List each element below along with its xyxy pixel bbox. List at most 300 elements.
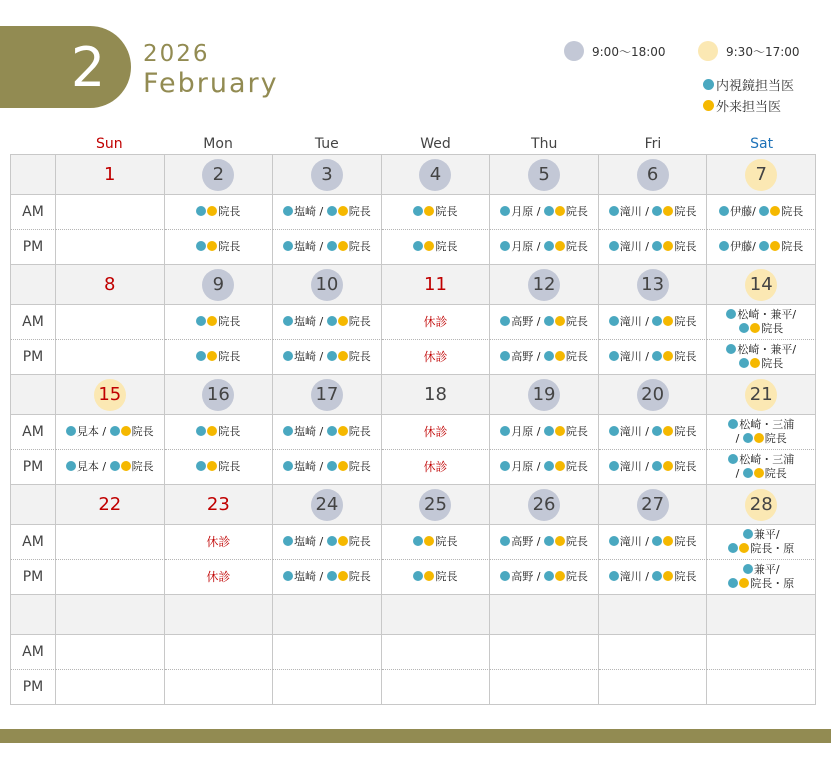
month-tab [0, 26, 131, 108]
endoscopy-dot-icon [327, 241, 337, 251]
pm-row [11, 230, 816, 265]
endoscopy-dot-icon [652, 351, 662, 361]
pm-row [11, 340, 816, 375]
outpatient-dot-icon [338, 461, 348, 471]
endoscopy-dot-icon [413, 241, 423, 251]
date-cell [56, 155, 165, 195]
day-number: 9 [202, 269, 234, 301]
pm-cell [165, 450, 274, 485]
outpatient-dot-icon [663, 536, 673, 546]
endoscopy-dot-icon [743, 529, 753, 539]
am-cell [165, 415, 274, 450]
day-number: 20 [637, 379, 669, 411]
outpatient-dot-icon [663, 571, 673, 581]
outpatient-dot-icon [207, 426, 217, 436]
endoscopy-dot-icon [544, 536, 554, 546]
endoscopy-dot-icon [609, 426, 619, 436]
date-cell [165, 265, 274, 305]
doctor-schedule: 滝川 / 院長 [609, 460, 697, 474]
endoscopy-dot-icon [609, 571, 619, 581]
endoscopy-dot-icon [327, 206, 337, 216]
endoscopy-dot-icon [609, 241, 619, 251]
pm-cell [273, 670, 382, 705]
endoscopy-dot-icon [500, 206, 510, 216]
day-number: 14 [745, 269, 777, 301]
endoscopy-dot-icon [66, 461, 76, 471]
doctor-schedule: 高野 / 院長 [500, 315, 588, 329]
outpatient-dot-icon [770, 206, 780, 216]
doctor-schedule: 高野 / 院長 [500, 570, 588, 584]
outpatient-dot-icon [207, 461, 217, 471]
pm-cell [273, 230, 382, 265]
doctor-schedule: 松崎・兼平/ 院長 [726, 308, 796, 336]
weekday-tue: Tue [314, 136, 339, 152]
weekday-thu: Thu [531, 136, 558, 152]
day-number: 17 [311, 379, 343, 411]
pm-cell [165, 230, 274, 265]
endoscopy-dot-icon [283, 241, 293, 251]
am-cell [599, 635, 708, 670]
doctor-schedule: 滝川 / 院長 [609, 315, 697, 329]
outpatient-dot-icon [555, 461, 565, 471]
doctor-schedule: 院長 [196, 460, 240, 474]
outpatient-dot-icon [424, 206, 434, 216]
date-cell [382, 375, 491, 415]
endoscopy-dot-icon [283, 571, 293, 581]
month-name: February [143, 68, 279, 99]
am-cell [707, 635, 816, 670]
doctor-schedule: 月原 / 院長 [500, 460, 588, 474]
am-cell [490, 195, 599, 230]
am-cell [599, 195, 708, 230]
am-row [11, 415, 816, 450]
day-number: 8 [104, 274, 116, 295]
endoscopy-dot-icon [739, 358, 749, 368]
endoscopy-dot-icon [719, 206, 729, 216]
doctor-schedule: 院長 [413, 535, 457, 549]
pm-cell [382, 670, 491, 705]
legend-gray-hours [564, 41, 666, 61]
doctor-schedule: 滝川 / 院長 [609, 425, 697, 439]
blue-dot-icon [703, 79, 714, 90]
date-cell [490, 375, 599, 415]
doctor-schedule: 月原 / 院長 [500, 240, 588, 254]
date-row [11, 485, 816, 525]
endoscopy-dot-icon [544, 241, 554, 251]
outpatient-dot-icon [555, 426, 565, 436]
am-cell [56, 305, 165, 340]
endoscopy-dot-icon [652, 316, 662, 326]
am-cell [382, 415, 491, 450]
orange-dot-icon [703, 100, 714, 111]
endoscopy-dot-icon [544, 351, 554, 361]
am-row [11, 195, 816, 230]
date-row [11, 375, 816, 415]
date-cell [490, 155, 599, 195]
pm-cell [165, 670, 274, 705]
date-row [11, 155, 816, 195]
endoscopy-dot-icon [327, 536, 337, 546]
outpatient-dot-icon [663, 461, 673, 471]
pm-cell [599, 450, 708, 485]
outpatient-dot-icon [555, 316, 565, 326]
outpatient-dot-icon [207, 351, 217, 361]
date-cell [273, 375, 382, 415]
date-cell [707, 485, 816, 525]
endoscopy-dot-icon [759, 241, 769, 251]
pm-cell [273, 450, 382, 485]
endoscopy-dot-icon [759, 206, 769, 216]
day-number: 21 [745, 379, 777, 411]
closed-label: 休診 [423, 350, 448, 364]
endoscopy-dot-icon [196, 426, 206, 436]
am-cell [273, 415, 382, 450]
date-cell [707, 595, 816, 635]
endoscopy-dot-icon [728, 454, 738, 464]
weekday-sat: Sat [750, 136, 774, 152]
outpatient-dot-icon [663, 206, 673, 216]
am-cell [273, 635, 382, 670]
am-label: AM [11, 635, 56, 670]
endoscopy-dot-icon [283, 426, 293, 436]
day-number: 28 [745, 489, 777, 521]
day-number: 12 [528, 269, 560, 301]
closed-label: 休診 [423, 425, 448, 439]
endoscopy-dot-icon [500, 426, 510, 436]
endoscopy-dot-icon [609, 351, 619, 361]
endoscopy-dot-icon [327, 351, 337, 361]
am-cell [382, 305, 491, 340]
am-label: AM [11, 305, 56, 340]
endoscopy-dot-icon [609, 206, 619, 216]
endoscopy-dot-icon [283, 206, 293, 216]
am-cell [707, 305, 816, 340]
outpatient-dot-icon [555, 571, 565, 581]
endoscopy-dot-icon [327, 316, 337, 326]
am-cell [382, 525, 491, 560]
endoscopy-dot-icon [500, 241, 510, 251]
date-label-cell [11, 265, 56, 305]
outpatient-dot-icon [338, 571, 348, 581]
outpatient-dot-icon [555, 351, 565, 361]
endoscopy-dot-icon [739, 323, 749, 333]
pm-cell [56, 230, 165, 265]
outpatient-dot-icon [750, 323, 760, 333]
pm-cell [599, 230, 708, 265]
outpatient-dot-icon [338, 316, 348, 326]
endoscopy-dot-icon [719, 241, 729, 251]
am-cell [599, 525, 708, 560]
pm-cell [490, 340, 599, 375]
doctor-schedule: 滝川 / 院長 [609, 570, 697, 584]
weekday-mon: Mon [203, 136, 233, 152]
outpatient-dot-icon [555, 206, 565, 216]
endoscopy-dot-icon [283, 351, 293, 361]
doctor-schedule: 兼平/ 院長・原 [728, 528, 794, 556]
pm-row [11, 670, 816, 705]
date-cell [165, 155, 274, 195]
am-cell [165, 305, 274, 340]
outpatient-dot-icon [663, 426, 673, 436]
date-cell [165, 595, 274, 635]
am-row [11, 305, 816, 340]
doctor-schedule: 塩崎 / 院長 [283, 205, 371, 219]
weekday-wed: Wed [420, 136, 451, 152]
day-number: 15 [94, 379, 126, 411]
endoscopy-dot-icon [652, 536, 662, 546]
date-row [11, 595, 816, 635]
outpatient-dot-icon [754, 433, 764, 443]
date-label-cell [11, 375, 56, 415]
pm-cell [56, 340, 165, 375]
endoscopy-dot-icon [544, 206, 554, 216]
pm-cell [273, 560, 382, 595]
endoscopy-dot-icon [728, 578, 738, 588]
endoscopy-dot-icon [110, 461, 120, 471]
endoscopy-dot-icon [652, 426, 662, 436]
date-cell [273, 485, 382, 525]
date-cell [707, 265, 816, 305]
day-number: 26 [528, 489, 560, 521]
doctor-schedule: 院長 [196, 425, 240, 439]
endoscopy-dot-icon [413, 536, 423, 546]
pm-label: PM [11, 450, 56, 485]
endoscopy-dot-icon [327, 461, 337, 471]
date-cell [382, 595, 491, 635]
day-number: 7 [745, 159, 777, 191]
am-label: AM [11, 525, 56, 560]
doctor-schedule: 月原 / 院長 [500, 205, 588, 219]
pm-cell [707, 670, 816, 705]
outpatient-dot-icon [424, 536, 434, 546]
date-cell [490, 265, 599, 305]
pm-cell [382, 560, 491, 595]
doctor-schedule: 塩崎 / 院長 [283, 315, 371, 329]
am-row [11, 635, 816, 670]
endoscopy-dot-icon [196, 316, 206, 326]
legend-endoscopy [703, 75, 794, 94]
am-cell [490, 525, 599, 560]
date-cell [599, 265, 708, 305]
outpatient-dot-icon [424, 571, 434, 581]
date-cell [56, 265, 165, 305]
gray-circle-icon [564, 41, 584, 61]
pm-cell [707, 230, 816, 265]
outpatient-dot-icon [121, 461, 131, 471]
outpatient-dot-icon [754, 468, 764, 478]
day-number: 6 [637, 159, 669, 191]
pm-cell [707, 450, 816, 485]
outpatient-dot-icon [663, 316, 673, 326]
day-number: 18 [424, 384, 447, 405]
endoscopy-dot-icon [196, 206, 206, 216]
am-cell [56, 635, 165, 670]
pm-label: PM [11, 670, 56, 705]
date-cell [382, 485, 491, 525]
pm-cell [56, 670, 165, 705]
day-number: 5 [528, 159, 560, 191]
endoscopy-dot-icon [726, 309, 736, 319]
doctor-schedule: 院長 [196, 315, 240, 329]
day-number: 10 [311, 269, 343, 301]
day-number: 3 [311, 159, 343, 191]
am-cell [707, 195, 816, 230]
footer-bar [0, 729, 831, 743]
outpatient-dot-icon [424, 241, 434, 251]
doctor-schedule: 伊藤/ 院長 [719, 240, 803, 254]
day-number: 27 [637, 489, 669, 521]
day-number: 19 [528, 379, 560, 411]
endoscopy-dot-icon [728, 419, 738, 429]
endoscopy-dot-icon [652, 206, 662, 216]
doctor-schedule: 伊藤/ 院長 [719, 205, 803, 219]
doctor-schedule: 塩崎 / 院長 [283, 570, 371, 584]
doctor-schedule: 塩崎 / 院長 [283, 350, 371, 364]
doctor-schedule: 滝川 / 院長 [609, 535, 697, 549]
am-cell [707, 415, 816, 450]
am-cell [56, 415, 165, 450]
legend-yellow-hours [698, 41, 800, 61]
am-cell [490, 415, 599, 450]
day-number: 1 [104, 164, 116, 185]
doctor-schedule: 滝川 / 院長 [609, 240, 697, 254]
pm-cell [273, 340, 382, 375]
day-number: 11 [424, 274, 447, 295]
date-label-cell [11, 485, 56, 525]
am-cell [273, 305, 382, 340]
day-number: 22 [98, 494, 122, 515]
weekday-header [10, 134, 816, 154]
doctor-schedule: 塩崎 / 院長 [283, 240, 371, 254]
legend-gray-time: 9:00〜18:00 [592, 44, 666, 59]
doctor-schedule: 滝川 / 院長 [609, 205, 697, 219]
outpatient-dot-icon [750, 358, 760, 368]
day-number: 2 [202, 159, 234, 191]
am-cell [707, 525, 816, 560]
endoscopy-dot-icon [500, 316, 510, 326]
am-label: AM [11, 415, 56, 450]
pm-cell [382, 340, 491, 375]
pm-label: PM [11, 230, 56, 265]
doctor-schedule: 月原 / 院長 [500, 425, 588, 439]
doctor-schedule: 院長 [413, 240, 457, 254]
am-cell [165, 525, 274, 560]
endoscopy-dot-icon [327, 571, 337, 581]
am-cell [273, 195, 382, 230]
doctor-schedule: 見本 / 院長 [66, 460, 154, 474]
day-number: 24 [311, 489, 343, 521]
outpatient-dot-icon [770, 241, 780, 251]
date-cell [490, 595, 599, 635]
date-cell [599, 595, 708, 635]
date-cell [273, 595, 382, 635]
outpatient-dot-icon [207, 206, 217, 216]
date-cell [599, 375, 708, 415]
doctor-schedule: 松崎・三浦 / 院長 [728, 453, 794, 481]
endoscopy-dot-icon [500, 461, 510, 471]
outpatient-dot-icon [338, 206, 348, 216]
outpatient-dot-icon [739, 543, 749, 553]
date-cell [165, 375, 274, 415]
endoscopy-dot-icon [609, 536, 619, 546]
doctor-schedule: 院長 [196, 205, 240, 219]
am-label: AM [11, 195, 56, 230]
am-cell [599, 305, 708, 340]
date-row [11, 265, 816, 305]
am-row [11, 525, 816, 560]
outpatient-dot-icon [338, 241, 348, 251]
closed-label: 休診 [423, 315, 448, 329]
pm-cell [490, 450, 599, 485]
am-cell [56, 525, 165, 560]
am-cell [56, 195, 165, 230]
endoscopy-dot-icon [500, 536, 510, 546]
doctor-schedule: 塩崎 / 院長 [283, 460, 371, 474]
date-cell [599, 485, 708, 525]
day-number: 25 [419, 489, 451, 521]
date-cell [273, 265, 382, 305]
endoscopy-dot-icon [196, 351, 206, 361]
legend-orange-label: 外来担当医 [716, 100, 782, 115]
date-cell [382, 265, 491, 305]
doctor-schedule: 塩崎 / 院長 [283, 535, 371, 549]
day-number: 13 [637, 269, 669, 301]
date-cell [382, 155, 491, 195]
endoscopy-dot-icon [110, 426, 120, 436]
legend-outpatient [703, 96, 781, 115]
doctor-schedule: 院長 [413, 570, 457, 584]
endoscopy-dot-icon [283, 536, 293, 546]
doctor-schedule: 塩崎 / 院長 [283, 425, 371, 439]
pm-cell [382, 230, 491, 265]
pm-cell [599, 340, 708, 375]
legend-blue-label: 内視鏡担当医 [716, 79, 795, 94]
endoscopy-dot-icon [283, 316, 293, 326]
outpatient-dot-icon [555, 241, 565, 251]
outpatient-dot-icon [338, 426, 348, 436]
pm-cell [56, 450, 165, 485]
date-cell [707, 375, 816, 415]
pm-cell [490, 670, 599, 705]
endoscopy-dot-icon [283, 461, 293, 471]
am-cell [382, 635, 491, 670]
endoscopy-dot-icon [544, 461, 554, 471]
doctor-schedule: 院長 [196, 350, 240, 364]
pm-cell [707, 340, 816, 375]
yellow-circle-icon [698, 41, 718, 61]
am-cell [599, 415, 708, 450]
am-cell [382, 195, 491, 230]
doctor-schedule: 院長 [196, 240, 240, 254]
pm-cell [490, 230, 599, 265]
date-cell [56, 485, 165, 525]
endoscopy-dot-icon [743, 468, 753, 478]
endoscopy-dot-icon [609, 461, 619, 471]
day-number: 23 [206, 494, 230, 515]
doctor-schedule: 兼平/ 院長・原 [728, 563, 794, 591]
endoscopy-dot-icon [726, 344, 736, 354]
pm-cell [165, 340, 274, 375]
am-cell [165, 635, 274, 670]
endoscopy-dot-icon [728, 543, 738, 553]
date-label-cell [11, 595, 56, 635]
endoscopy-dot-icon [500, 351, 510, 361]
closed-label: 休診 [423, 460, 448, 474]
pm-cell [165, 560, 274, 595]
endoscopy-dot-icon [743, 433, 753, 443]
doctor-schedule: 高野 / 院長 [500, 535, 588, 549]
outpatient-dot-icon [663, 351, 673, 361]
